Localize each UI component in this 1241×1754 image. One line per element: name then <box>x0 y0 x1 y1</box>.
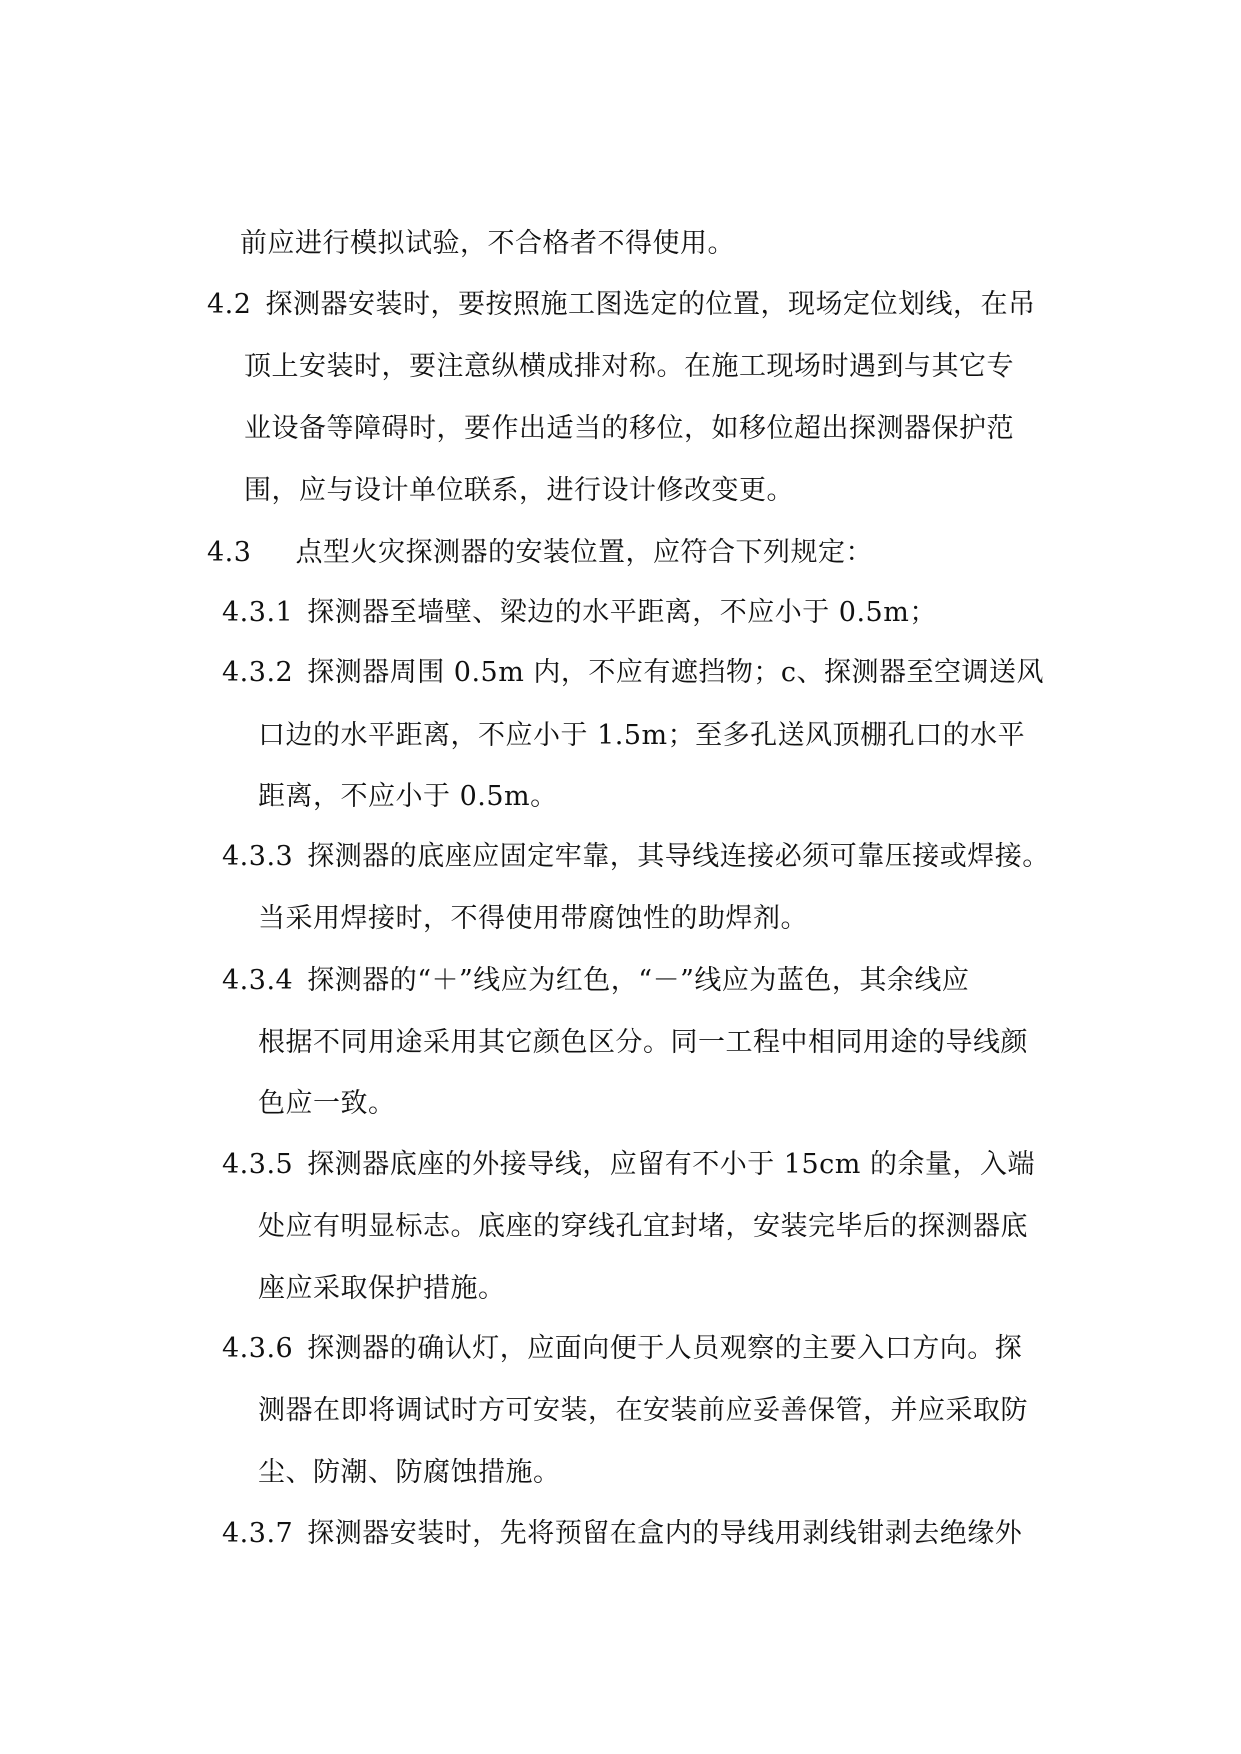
section-number: 4.3 <box>207 537 252 568</box>
section-number: 4.3.4 <box>222 965 294 996</box>
section-text: 点型火灾探测器的安装位置，应符合下列规定： <box>295 537 873 568</box>
section-number: 4.3.3 <box>222 841 294 872</box>
section-text: 探测器至墙壁、梁边的水平距离，不应小于 0.5m； <box>307 597 937 628</box>
section-text: 探测器安装时，先将预留在盒内的导线用剥线钳剥去绝缘外 <box>307 1518 1023 1549</box>
section-4-3-3-line-2: 当采用焊接时，不得使用带腐蚀性的助焊剂。 <box>258 903 808 934</box>
section-4-3-5-line-1 <box>222 1147 1035 1183</box>
section-4-3-4-line-3: 色应一致。 <box>258 1088 396 1119</box>
section-text: 探测器周围 0.5m 内，不应有遮挡物；c、探测器至空调送风 <box>307 657 1045 688</box>
section-number: 4.3.7 <box>222 1518 294 1549</box>
section-4-3-6-line-1 <box>222 1331 1022 1367</box>
section-4-3-2-line-2: 口边的水平距离，不应小于 1.5m；至多孔送风顶棚孔口的水平 <box>258 720 1026 751</box>
section-number: 4.3.2 <box>222 657 294 688</box>
section-4-3-2-line-1 <box>222 655 1044 691</box>
section-number: 4.2 <box>207 289 252 320</box>
section-4-3-5-line-2: 处应有明显标志。底座的穿线孔宜封堵，安装完毕后的探测器底 <box>258 1211 1028 1242</box>
section-4-3-2-line-3: 距离，不应小于 0.5m。 <box>258 781 558 812</box>
section-text: 探测器安装时，要按照施工图选定的位置，现场定位划线，在吊 <box>265 289 1036 320</box>
section-text: 探测器的“＋”线应为红色，“－”线应为蓝色，其余线应 <box>307 965 970 996</box>
section-4-2-line-1 <box>207 287 1035 323</box>
section-4-3-line-1 <box>207 535 873 571</box>
section-4-2-line-3: 业设备等障碍时，要作出适当的移位，如移位超出探测器保护范 <box>244 413 1014 444</box>
section-4-3-1-line-1 <box>222 595 937 631</box>
section-4-3-6-line-2: 测器在即将调试时方可安装，在安装前应妥善保管，并应采取防 <box>258 1395 1028 1426</box>
section-4-2-line-4: 围，应与设计单位联系，进行设计修改变更。 <box>244 475 794 506</box>
section-4-3-6-line-3: 尘、防潮、防腐蚀措施。 <box>258 1457 561 1488</box>
section-4-3-7-line-1 <box>222 1516 1022 1552</box>
section-number: 4.3.6 <box>222 1333 294 1364</box>
paragraph-continuation: 前应进行模拟试验，不合格者不得使用。 <box>240 228 735 259</box>
section-number: 4.3.5 <box>222 1149 294 1180</box>
section-4-3-3-line-1 <box>222 839 1050 875</box>
section-number: 4.3.1 <box>222 597 294 628</box>
section-text: 探测器底座的外接导线，应留有不小于 15cm 的余量，入端 <box>307 1149 1035 1180</box>
section-4-2-line-2: 顶上安装时，要注意纵横成排对称。在施工现场时遇到与其它专 <box>244 351 1014 382</box>
section-text: 探测器的确认灯，应面向便于人员观察的主要入口方向。探 <box>307 1333 1023 1364</box>
section-4-3-5-line-3: 座应采取保护措施。 <box>258 1273 506 1304</box>
section-4-3-4-line-2: 根据不同用途采用其它颜色区分。同一工程中相同用途的导线颜 <box>258 1027 1028 1058</box>
section-text: 探测器的底座应固定牢靠，其导线连接必须可靠压接或焊接。 <box>307 841 1050 872</box>
section-4-3-4-line-1 <box>222 963 969 999</box>
